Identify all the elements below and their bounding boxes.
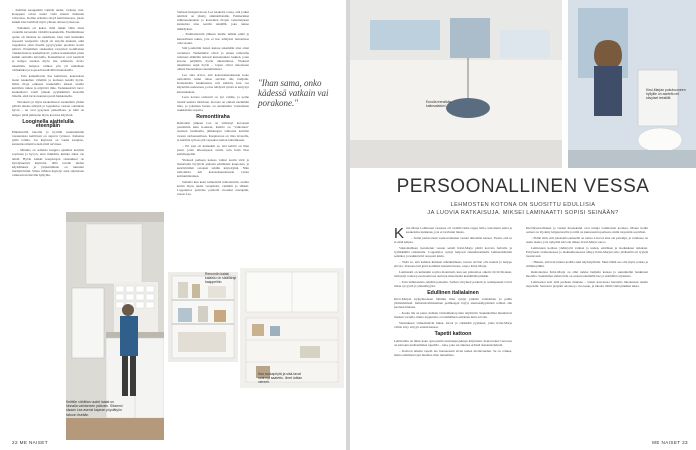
right-col-1 xyxy=(394,226,512,358)
paragraph: Tarrakatto ja myös kaakelitarrat asennettiin yhden päivän aikana tehtynä ja lopputulos vastasi odotuksia hyvin – ne ovat pysyneet paikoillaan, ja niitä on helppo pitää puhtaana myös kovassa käytössä. xyxy=(12,100,84,117)
paragraph: – Koska tila on pieni, halusin valaisimeksi jotain näyttävää. Suunnitelmat muuttuivat matkan varrella, mutta lopputulos on täsmälleen sellainen kuin toivoin. xyxy=(394,311,512,320)
subheading: Looginella ajattelulla eteenpäin xyxy=(22,118,74,129)
caption-cabinet: Kun ruokapöytä ja sisä-tavat ovat nyt saatettu. Ilmet lattian viereen. xyxy=(258,372,303,385)
paragraph: Samaan hengenvetoon Lea kaakeloi tonaa, että jotkut tehtävät on jätetty ammattilaisille. Esimerkiksi sähköasennukset ja kosteiden tilojen vesieristykset kannattaa aina teettää tekijällä, joka tuntee määräykset. xyxy=(177,10,249,31)
folio-left: 22 ME NAISET xyxy=(12,440,48,445)
pull-quote: "Ihan sama, onko kädessä vatkain vai porakone." xyxy=(258,78,329,108)
left-page xyxy=(0,0,346,450)
paragraph: Lehmosilla on lähes koko ajan pieniä sisustusprojekteja käynnissä. Seuraavaksi vuorossa on kattojen uudistaminen tapetilla – idea, joka sai alkunsa eräästä sisustuslehdestä. xyxy=(394,338,512,347)
paragraph: Remontin jälkeen Lea on viihtynyt kotonaan paremmin kuin koskaan. Keittiö on "valkoinen" tasaisen lasimaalla, jäiikkaappi valkoista keittiön avaran olohuonetilaan. Kaapistossa on tilaa tavaralle, ja keittiön työtaso jää vapaaksi aterian laittamiseen. xyxy=(177,121,249,142)
caption-shelf: Remontin kalain kalaistu on sisällänyt kaappeihin. xyxy=(205,272,237,285)
right-col-2 xyxy=(526,226,648,290)
paragraph: Lehmosten koti elää perheen mukana – lasten kasvaessa huoneita muokataan uusiin tarpeisiin. Seuraava projekti odottaa jo vuoroaan, ja ideoita riittää vielä pitkäksi aikaa. xyxy=(526,279,648,288)
paragraph: Laminaatti on kuitenkin sopiva materiaali, kun sen pinnoittaa oikein: tiiviit liitokset, tiivistetyt reunat ja kuivasiivous auttavat materiaalia kestämään pitkään. xyxy=(394,269,512,278)
paragraph: – Eri asia oli kuitenkin se, että keittiö on liian pieni, joten ulkotarpeen avulla sain lisää tilaa kahvikupeille. xyxy=(177,143,249,156)
paragraph: – Seinä joutui ensin vastaavanlaisen vessan ulkonäön kanssa. Tiesin, että se ei enää kelpaa. xyxy=(394,235,512,245)
lead-line-1: LEHMOSTEN KOTONA ON SUOSITTU EDULLISIA xyxy=(450,202,596,208)
paragraph: – Vielä se, että kahden ihmisen näkökulmasta vessan tarvitsi olla kaunis ja helppo siivota. Vessasta tuli juuri kotimme kaunein huone, sanoo Kirsi-Marja. xyxy=(394,259,512,269)
shelf-photo xyxy=(168,272,238,362)
caption-bathroom: Kirsi-Marjan pukuhuoneen hyllyille on aseteltu eri sävyiset tekstiilit. xyxy=(646,88,686,101)
paragraph: – Kattoon laitettu tapetti tuo huoneeseen aivan uuden ulottuvuuden. Se on rohkea, mutta edullinen tapa muuttaa tilan tunnelmaa. xyxy=(394,348,512,357)
paragraph: – Minulla on sellaista kaappia ajatellen keittiön sopivuus ja kyvyn, ettei minkään, kuinka aikaa vie tehdä. Hyvin kaikki kaapistojen sisustukset on hyödynnettyä käyttöön, tällä tavalla niiden käyttäminen ja järjestäminen on tuntunut miellyttävältä. Sitten vähiten käytetyt asiat sijoitetaan vaikeasti ulottuville hyllyille. xyxy=(12,148,84,178)
paragraph: Ehkäisevillä ideoilla ja hyvällä suunnittelulla toteutetussa keittiössä on sujuvat työtasot. Kalustus pitää toimia. Jos käytössä on vanha kaapisto, kannattaa miettiä ensin mitä tarvitsee. xyxy=(12,130,84,147)
caption-kitchen: Keittiön vähitilan uudet laatat on hinnalla vaihtaneen pääosin. Siksensi sisaan Lea asensi kapean pöydätyön taboon itseään. xyxy=(66,400,123,417)
paragraph: – Haluan, että koti tuntuu kodilta eikä näyttelytilalta. Siksi täällä saa olla myös sotkua ja elämän jälkiä. xyxy=(526,259,648,269)
article-heading: PERSOONALLINEN VESSA xyxy=(396,176,650,197)
paragraph: Vakiomallisen laatoitetun vessan seinät Kirsi-Marja päätti korvata halvalla ja tyylikkäällä ratkaisulla. Lopputulos syntyi helposti suunnittelemalla laminaattilattiat seinäksi, ja kaikki kävi nopeasti käsin. xyxy=(394,245,512,259)
article-lead xyxy=(350,201,696,217)
caption-lamp: Eurolla trendikäs kattovalaisin! xyxy=(426,100,452,109)
lamp-photo xyxy=(350,0,562,168)
paragraph: – Pidän siitä, että jokaisella esineellä on tarina. Uusi ei aina ole parempi, ja vanhassa on usein laatua, jota nykyään harvoin näkee, Kirsi-Marja sanoo. xyxy=(526,235,648,245)
left-col-2 xyxy=(177,10,249,198)
paragraph: – Tein laminaatista seinään paneelin. Saman sävyinen parketti ja seinäpaneeli toivat tilaan syvyyttä ja yhtenäisyyttä. xyxy=(394,279,512,288)
folio-right: ME NAISET 23 xyxy=(652,440,688,445)
paragraph: Kirsi-Marjan kylpyhuoneen lämmin ilme syntyi pitkälti valaisimen ja peilin yhdistelmästä. Italialaisvalmisteinen peilikaappi löytyi alennusmyynnistä reilusti alle puoleen hintaan. xyxy=(394,297,512,310)
paragraph: Sitä jouduttiin lasten kanssa tekemään aina omat varaukset. Vanhemmat olivat jo ennen remonttia tottuneet elämään tarkasti kustannuksia laskien, joten kotona pärjättiin hyvin aikataulussa. Yhdessä tekeminen sujui hyvin – lapset olivat innoissaan omien huoneidensa suunnittelusta. xyxy=(177,46,249,72)
subheading: Tapetit kattoon xyxy=(434,331,472,338)
paragraph: – Tein kaakelitarrat itse keittiössä, kokonaiset laatat kaakelien väleihin ja korkeus kestää hyvin. Omia tiloja erikseen kaakeleilla aikaan saatiin keittiöön raikas ja näyttävä ilme. Vedenkestävä tarra: kaakelitarra vaatii pinnan pyyhkimistä kosteilla liinalla, eikä tarraa kannata pestä hiekkaisella. xyxy=(12,73,84,99)
paragraph: Sisustuksen viimeistelivät kukat, kuvat ja värikkäät pyyhkeet, jotka Kirsi-Marja valitsi sävy sävyyn seinän kanssa. xyxy=(394,321,512,330)
paragraph: Yhdessä perheen kanssa valitut kodin värit ja materiaalit löytyivät pääosin edullisista kaupoista, ja kestävimmät ostokset tehtiin käytettyinä. Näin remontista tuli kokonaisuudessaan varsin kohtuuhintainen. xyxy=(177,157,249,179)
paragraph: – Putkiremontin jälkeen meille tulikin pitkä ja kunnollinen takuu, jota ei itse tehdyssä remontissa olisi saanut. xyxy=(177,32,249,45)
lead-line-2: JA LUOVIA RATKAISUJA. MIKSEI LAMINAATTI SOPISI SEINÄÄN? xyxy=(427,210,619,216)
paragraph: Vallankin oli keksi, mitä leikki välin tässä vaaleilla kevennän värisillä kaakeleilla. Ensimmäinen ajatus oli maalata ne uudelleen. Idea vetti kuitenkin nopeasti vesiperiin: värejä oli tarjolla niukasti, eikä lopputulos ollut maalin pysyvyyden puolesta kovin pätevä. Puremman rakkauden tarjosivat kotimaisen vinkkisivuston kaakelitarrat: joiden kaakeleiden pinta kaikki samoilla kuvioilla. Kaakelitarrat ovat kestäviä ja helppo asentaa myös itse tehtäessä. Arvio tekemään, helppoa vaihtaa yön yli uudelleen värikkäiksi ja nopeasti kestävällä muutoksella. xyxy=(12,26,84,72)
paragraph: Lea oma arvioi, että kokonaisuudessaan koko remonttiin kului rahaa selvästi alle budjetin. Kalusteiden hankinnassa tuli säästöä, kun osa käytettiin uudestaan, ja itse tehdystä työstä ei kertynyt kustannuksia. xyxy=(177,72,249,94)
first-paragraph-text: irsi-Marja Lehmosen vessassa oli vedellä ruma rappu lattia, laatoitettu seinä ja kaakeloitu nurkkaus, jota ei tarvinnut lakata. xyxy=(406,226,512,235)
paragraph: Samalla kun koko kiinteistöä remontoitiin, saatiin kotiin myös uudet vesijohdot, viemärit ja sähköt. Lopputulos palvelee perhettä vuosiksi eteenpäin, toteaa Lea. xyxy=(177,179,249,197)
bathroom-photo xyxy=(568,0,696,168)
dropcap: K xyxy=(394,225,405,242)
paragraph: Leon kotona remontti on nyt valmis, ja perhe nauttii uusista tiloistaan. Kotona on entistä enemmän tilaa, ja jokainen huone on suunniteltu vastaamaan asukkaiden tarpeita. xyxy=(177,95,249,112)
paragraph: Remonteissa Kirsi-Marja on ollut tarkka budjetin kanssa ja suunnitellut hankinnat huolella. Suurimmat säästöt hän on saanut tekemällä itse ja etsimällä tarjouksia. xyxy=(526,269,648,278)
right-page xyxy=(350,0,696,450)
paragraph: Lehmosten kodissa yhdistyvät vanhan ja uuden, edullisen ja laadukkaan ratkaisut. Erityisesti olohuoneessa ja makuuhuoneessa näkyy Kirsi-Marjan taito yhdistellä eri tyylejä luontevasti. xyxy=(526,245,648,259)
subheading: Edullinen italialainen xyxy=(427,290,479,296)
left-col-1 xyxy=(12,8,84,179)
cabinet-photo xyxy=(240,268,344,388)
paragraph: – Keittiön kaappeihin valitsin uudet, vaalean vesi. Kaappien ovista uudet vielä mustat mahtuiat vahvoissa. Kolme erilaista sävyä keittiötasossa, joista kaikki kivet kiitävät myös yhteen omaan työtasoon. xyxy=(12,8,84,25)
paragraph: Kierrätystarvikkeet ja vanhat huonekalut ovat tuttuja Lehmosten kodissa. Monet kodin aarteet on löydetty kirpputoreilta ja niitä on kunnostettu perheen omiin tarpeisiin sopiviksi. xyxy=(526,226,648,235)
subheading: Remonttiraha xyxy=(196,113,230,120)
